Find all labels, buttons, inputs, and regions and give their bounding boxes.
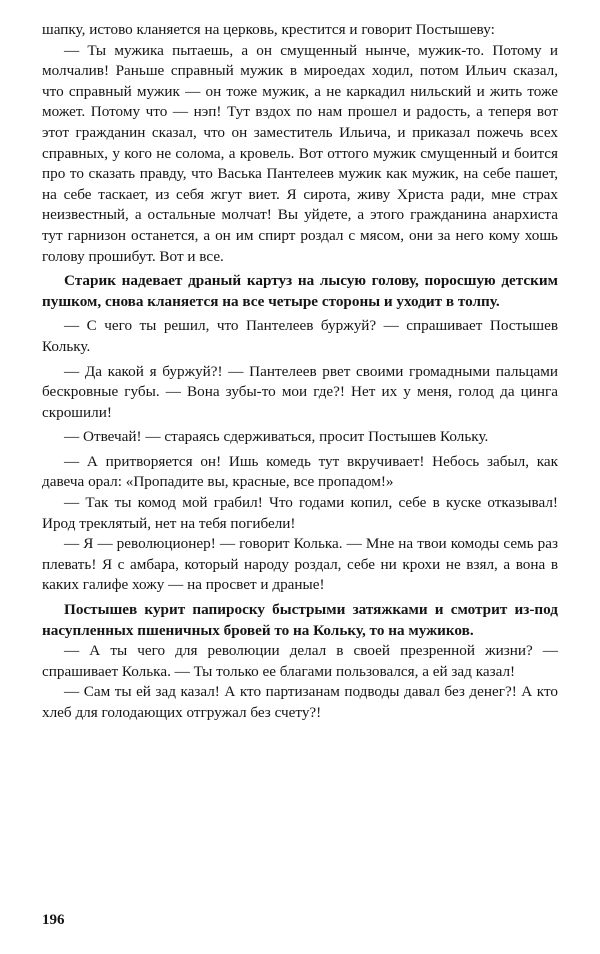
paragraph-narration-postyshev-smokes: Постышев курит папироску быстрыми затяжками и смотрит из-под насупленных пшеничных бровей то на Кольку, то на мужиков. — [42, 601, 558, 639]
page-text — [42, 20, 558, 724]
paragraph-kolka-revolutionary: — Я — революционер! — говорит Колька. — Мне на твои комоды семь раз плевать! Я с амбара, который народу роздал, себе ни крохи не взял, а вона в каких галифе хожу — на просвет и драные! — [42, 535, 558, 594]
paragraph-panteleev-complaint: — Так ты комод мой грабил! Что годами копил, себе в куске отказывал! Ирод треклятый, нет на тебя погибели! — [42, 494, 558, 532]
paragraph-panteleev-retort: — Сам ты ей зад казал! А кто партизанам подводы давал без денег?! А кто хлеб для голодающих отгружал без счету?! — [42, 683, 558, 721]
paragraph-continuation: шапку, истово кланяется на церковь, крестится и говорит Постышеву: — [42, 21, 495, 38]
paragraph-kolka-question: — А ты чего для революции делал в своей презренной жизни? — спрашивает Колька. — Ты только ее благами пользовался, а ей зад казал! — [42, 642, 558, 680]
paragraph-panteleev-reply: — Да какой я буржуй?! — Пантелеев рвет своими громадными пальцами бескровные губы. — Вона зубы-то мои где?! Нет их у меня, голод да цинга скрошили! — [42, 362, 558, 421]
paragraph-old-man-speech: — Ты мужика пытаешь, а он смущенный нынче, мужик-то. Потому и молчалив! Раньше справный мужик в мироедах ходил, потом Ильич сказал, что справный мужик — он тоже мужик, а не каркадил нильский и жить тоже может. Потому что — нэп! Тут вздох по нам прошел и радость, а теперя вот этот гражданин сказал, что он заместитель Ильича, и приказал пожечь всех справных, у кого не солома, а кровель. Вот оттого мужик смущенный и боится про то сказать правду, что Васька Пантелеев мужик как мужик, на себе пашет, на себе таскает, из себя жгут виет. Я сирота, живу Христа ради, мне страх неизвестный, а остальные молчат! Вы уйдете, а этого гражданина анархиста тут гарнизон останется, а он им спирт роздал с мясом, они за него кому хошь голову прошибут. Вот и все. — [42, 41, 558, 265]
book-page — [42, 20, 558, 920]
paragraph-narration-old-man-leaves: Старик надевает драный картуз на лысую голову, поросшую детским пушком, снова кланяется на все четыре стороны и уходит в толпу. — [42, 272, 558, 310]
paragraph-postyshev-question: — С чего ты решил, что Пантелеев буржуй? — спрашивает Постышев Кольку. — [42, 317, 558, 355]
paragraph-kolka-accusation: — А притворяется он! Ишь комедь тут вкручивает! Небось забыл, как давеча орал: «Пропадите вы, красные, все пропадом!» — [42, 452, 558, 491]
paragraph-postyshev-demand: — Отвечай! — стараясь сдерживаться, просит Постышев Кольку. — [64, 428, 489, 446]
page-number: 196 — [42, 912, 65, 928]
